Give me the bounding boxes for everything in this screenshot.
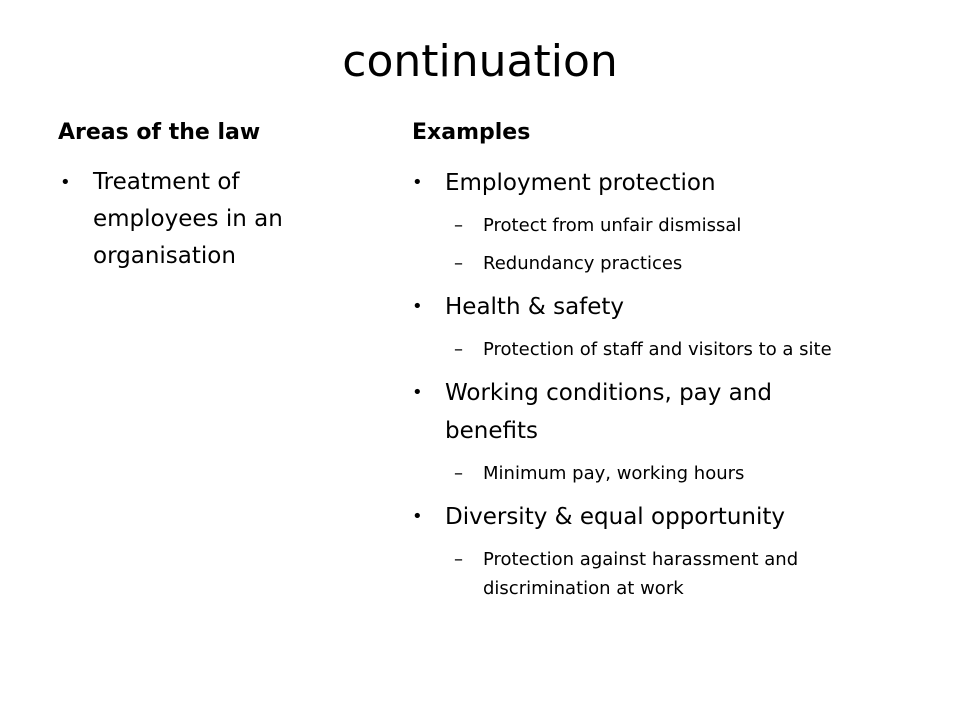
sub-list-item	[410, 249, 930, 278]
bullet-icon: •	[412, 296, 423, 317]
sub-list-item-text: Redundancy practices	[483, 253, 683, 274]
slide-title: continuation	[342, 36, 618, 87]
list-item-text: Treatment of employees in an organisation	[93, 169, 283, 269]
dash-icon: –	[454, 253, 463, 274]
dash-icon: –	[454, 463, 463, 484]
dash-icon: –	[454, 549, 463, 570]
list-item-text: Working conditions, pay and benefits	[445, 380, 772, 444]
list-item	[410, 374, 865, 450]
dash-icon: –	[454, 339, 463, 360]
sub-list-item-text: Protect from unfair dismissal	[483, 215, 742, 236]
areas-of-law-list	[58, 164, 348, 275]
areas-of-law-heading: Areas of the law	[58, 120, 261, 145]
list-item	[410, 164, 930, 202]
sub-list	[410, 335, 930, 364]
sub-list-item-text: Protection of staff and visitors to a site	[483, 339, 832, 360]
bullet-icon: •	[412, 172, 423, 193]
sub-list-wrapper	[410, 545, 930, 603]
sub-list-item	[410, 545, 903, 603]
bullet-icon: •	[60, 172, 71, 193]
list-item	[58, 164, 318, 275]
sub-list-item-text: Minimum pay, working hours	[483, 463, 745, 484]
list-item	[410, 498, 930, 536]
sub-list-item	[410, 335, 930, 364]
list-item	[410, 288, 930, 326]
list-item-text: Diversity & equal opportunity	[445, 504, 785, 530]
sub-list	[410, 545, 930, 603]
bullet-icon: •	[412, 506, 423, 527]
sub-list-wrapper	[410, 211, 930, 278]
dash-icon: –	[454, 215, 463, 236]
bullet-icon: •	[412, 382, 423, 403]
sub-list-item	[410, 211, 930, 240]
sub-list-item-text: Protection against harassment and discrimination at work	[483, 549, 799, 599]
examples-heading: Examples	[412, 120, 531, 145]
sub-list-wrapper	[410, 459, 930, 488]
sub-list-item	[410, 459, 930, 488]
sub-list	[410, 459, 930, 488]
list-item-text: Employment protection	[445, 170, 716, 196]
sub-list-wrapper	[410, 335, 930, 364]
list-item-text: Health & safety	[445, 294, 625, 320]
examples-list	[410, 164, 930, 603]
sub-list	[410, 211, 930, 278]
